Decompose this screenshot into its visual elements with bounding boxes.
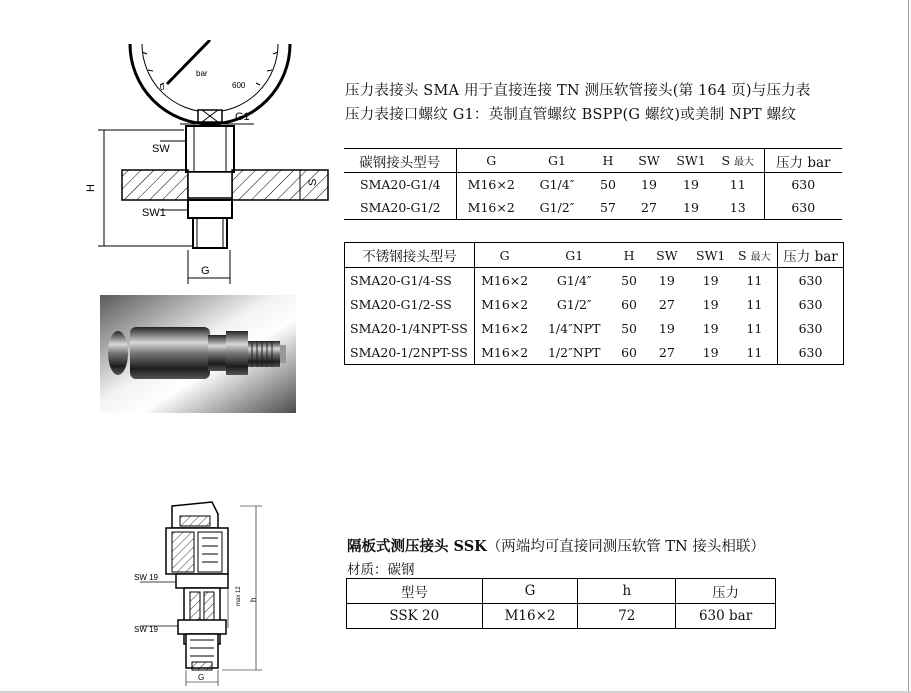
ssk-title-rest: （两端均可直接同测压软管 TN 接头相联）: [486, 539, 765, 555]
g1-label: G1: [235, 111, 250, 123]
header-sw1: SW1: [690, 243, 732, 268]
header-g1: G1: [534, 243, 614, 268]
cell-g: M16×2: [481, 296, 529, 312]
header-h: H: [614, 243, 644, 268]
cell-h: 60: [621, 344, 637, 360]
ssk-title: [347, 535, 765, 556]
header-g: G: [456, 149, 526, 173]
table-header-row: [345, 243, 844, 268]
cell-s: 11: [732, 340, 778, 365]
cell-h: 60: [621, 296, 637, 312]
header-pressure: 压力 bar: [778, 243, 844, 268]
g-label: G: [201, 265, 210, 277]
cell-h: 57: [600, 200, 616, 215]
gauge-min-label: 0: [160, 83, 165, 92]
sma-fitting-photo: [100, 295, 296, 413]
header-sw: SW: [644, 243, 690, 268]
header-max: 最大: [750, 251, 771, 263]
sw1-label: SW1: [142, 207, 166, 219]
page-right-border: [908, 0, 909, 693]
cell-g1: 1/4″NPT: [547, 320, 601, 336]
table-row: [345, 292, 844, 316]
gauge-max-label: 600: [232, 81, 246, 90]
ssk-title-bold: 隔板式测压接头 SSK: [347, 538, 487, 555]
max-label: max 12: [236, 586, 242, 606]
cell-g1: G1/2″: [539, 200, 575, 215]
stainless-steel-table: [344, 242, 844, 365]
header-h: H: [588, 149, 628, 173]
header-g: G: [482, 579, 578, 604]
header-model: 不锈钢接头型号: [345, 243, 475, 268]
sw-upper-label: SW 19: [134, 573, 159, 582]
header-model: 碳钢接头型号: [344, 149, 456, 173]
table-header-row: [347, 579, 776, 604]
h-lower-label: h: [249, 597, 258, 602]
h-label: H: [85, 184, 97, 192]
s-label: S: [307, 178, 319, 186]
table-row: [345, 340, 844, 365]
cell-sw1: 19: [702, 320, 719, 336]
table-row: [344, 173, 842, 197]
cell-h: 72: [578, 604, 676, 629]
table-row: [345, 268, 844, 293]
cell-g: M16×2: [467, 200, 515, 215]
cell-sw1: 19: [683, 177, 699, 192]
cell-g1: G1/4″: [539, 177, 575, 192]
cell-g1: 1/2″NPT: [547, 344, 601, 360]
intro-line-1: 压力表接头 SMA 用于直接连接 TN 测压软管接头(第 164 页)与压力表: [345, 83, 811, 99]
cell-h: 50: [600, 177, 616, 192]
cell-model: SMA20-G1/4: [344, 173, 456, 197]
ssk-fitting-drawing: [132, 498, 272, 686]
cell-s: 11: [712, 173, 764, 197]
cell-h: 50: [621, 272, 637, 288]
sw-label: SW: [152, 143, 170, 155]
cell-model: SMA20-G1/4-SS: [345, 268, 475, 293]
cell-model: SMA20-G1/2: [344, 196, 456, 220]
cell-sw1: 19: [702, 272, 719, 288]
g-lower-label: G: [198, 673, 205, 682]
cell-g: M16×2: [481, 344, 529, 360]
header-s-max: [712, 149, 764, 173]
table-row: [344, 196, 842, 220]
cell-s: 13: [712, 196, 764, 220]
header-sw: SW: [628, 149, 670, 173]
cell-sw: 19: [641, 177, 657, 192]
header-sw1: SW1: [670, 149, 712, 173]
cell-pressure: 630: [798, 344, 823, 360]
cell-g: M16×2: [481, 320, 529, 336]
wall-left: [122, 170, 188, 200]
cell-s: 11: [732, 268, 778, 293]
cell-g1: G1/2″: [556, 296, 592, 312]
cell-sw1: 19: [683, 200, 699, 215]
sma-fitting-drawing: [80, 40, 340, 285]
cell-g: M16×2: [481, 272, 529, 288]
table-row: [345, 316, 844, 340]
cell-model: SMA20-1/4NPT-SS: [345, 316, 475, 340]
cell-sw1: 19: [702, 296, 719, 312]
header-model: 型号: [347, 579, 483, 604]
cell-sw: 27: [658, 344, 675, 360]
cell-g1: G1/4″: [556, 272, 592, 288]
header-h: h: [578, 579, 676, 604]
cell-sw: 19: [658, 272, 675, 288]
header-max: 最大: [734, 157, 755, 168]
cell-sw: 27: [658, 296, 675, 312]
gauge-unit-label: bar: [196, 69, 208, 78]
intro-line-2: 压力表接口螺纹 G1：英制直管螺纹 BSPP(G 螺纹)或美制 NPT 螺纹: [345, 107, 797, 123]
cell-pressure: 630 bar: [676, 604, 776, 629]
cell-s: 11: [732, 316, 778, 340]
cell-model: SMA20-1/2NPT-SS: [345, 340, 475, 365]
cell-sw1: 19: [702, 344, 719, 360]
cell-h: 50: [621, 320, 637, 336]
cell-sw: 27: [641, 200, 657, 215]
table-header-row: [344, 149, 842, 173]
ssk-table: [346, 578, 776, 629]
cell-g: M16×2: [467, 177, 515, 192]
header-s-max: [732, 243, 778, 268]
header-pressure: 压力 bar: [764, 149, 842, 173]
carbon-steel-table: [344, 148, 842, 220]
cell-sw: 19: [658, 320, 675, 336]
cell-pressure: 630: [791, 177, 816, 192]
header-pressure: 压力: [676, 579, 776, 604]
cell-pressure: 630: [798, 320, 823, 336]
cell-g: M16×2: [482, 604, 578, 629]
header-s: S: [738, 247, 747, 263]
table-row: [347, 604, 776, 629]
cell-pressure: 630: [798, 296, 823, 312]
cell-model: SSK 20: [347, 604, 483, 629]
ssk-material: 材质：碳钢: [347, 562, 415, 578]
cell-pressure: 630: [798, 272, 823, 288]
header-g1: G1: [526, 149, 588, 173]
cell-model: SMA20-G1/2-SS: [345, 292, 475, 316]
cell-s: 11: [732, 292, 778, 316]
cell-pressure: 630: [791, 200, 816, 215]
header-g: G: [474, 243, 534, 268]
sw-lower-label: SW 19: [134, 625, 159, 634]
header-s: S: [721, 153, 731, 168]
